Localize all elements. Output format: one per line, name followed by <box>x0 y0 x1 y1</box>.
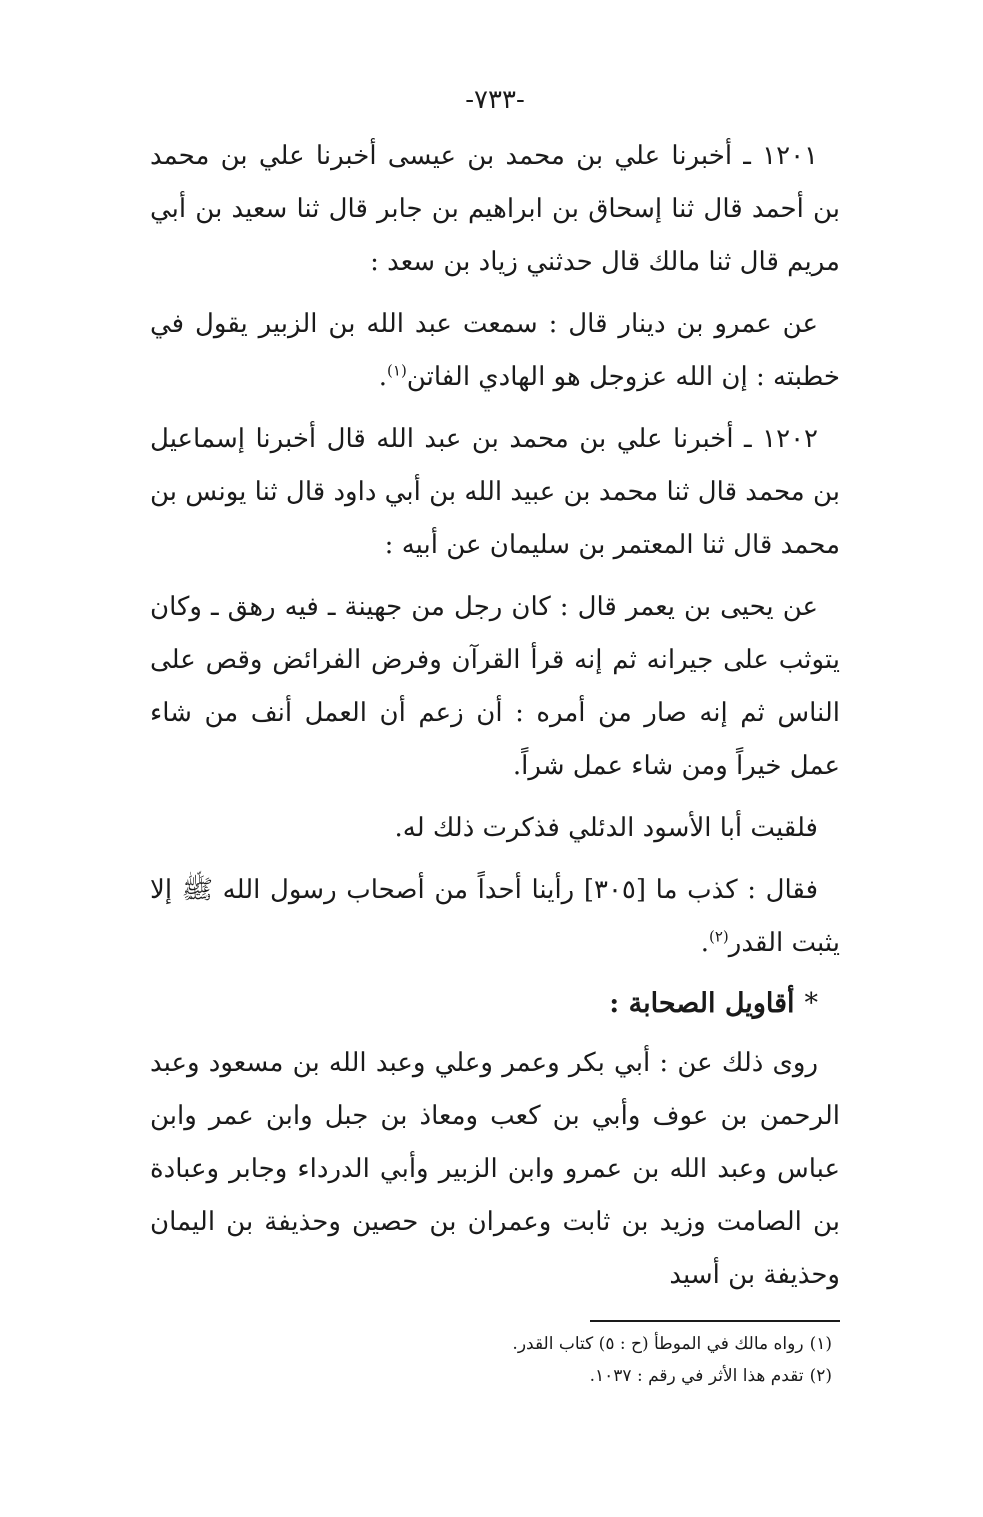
paragraph-text: فلقيت أبا الأسود الدئلي فذكرت ذلك له. <box>394 813 818 843</box>
paragraph-1201 <box>150 130 840 289</box>
footnote-number: (١) <box>809 1334 832 1354</box>
footnote-text: رواه مالك في الموطأ (ح : ٥) كتاب القدر. <box>512 1334 804 1354</box>
footnote-2 <box>150 1360 840 1392</box>
paragraph-qadar <box>150 864 840 970</box>
footnote-divider <box>590 1320 840 1322</box>
paragraph-1201-matn <box>150 298 840 404</box>
footnote-number: (٢) <box>809 1366 832 1386</box>
paragraph-companions <box>150 1037 840 1302</box>
page-content <box>150 80 840 1392</box>
paragraph-text: عن يحيى بن يعمر قال : كان رجل من جهينة ـ فيه رهق ـ وكان يتوثب على جيرانه ثم إنه قرأ القرآن وفرض الفرائض وقص على الناس ثم إنه صار من أمره : أن زعم أن العمل أنف من شاء عمل خيراً ومن شاء عمل شراً. <box>150 592 840 781</box>
footnote-ref-2[interactable]: (٢) <box>708 927 729 946</box>
paragraph-1202 <box>150 413 840 572</box>
page-number: -٧٣٣- <box>465 85 525 115</box>
sentence-end: . <box>700 928 709 958</box>
star-icon: * <box>804 988 818 1019</box>
footnote-ref-1[interactable]: (١) <box>387 361 407 380</box>
paragraph-abu-al-aswad <box>150 802 840 855</box>
paragraph-text: عن عمرو بن دينار قال : سمعت عبد الله بن الزبير يقول في خطبته : إن الله عزوجل هو الهادي الفاتن <box>150 309 840 392</box>
section-heading <box>150 979 840 1029</box>
paragraph-text: ١٢٠١ ـ أخبرنا علي بن محمد بن عيسى أخبرنا علي بن محمد بن أحمد قال ثنا إسحاق بن ابراهيم بن جابر قال ثنا سعيد بن أبي مريم قال ثنا مالك قال حدثني زياد بن سعد : <box>150 141 840 277</box>
section-heading-text: أقاويل الصحابة : <box>609 988 795 1019</box>
sentence-end: . <box>378 362 388 392</box>
paragraph-text: روى ذلك عن : أبي بكر وعمر وعلي وعبد الله بن مسعود وعبد الرحمن بن عوف وأبي بن كعب ومعاذ بن جبل وابن عمر وابن عباس وعبد الله بن عمرو وابن الزبير وأبي الدرداء وجابر وعبادة بن الصامت وزيد بن ثابت وعمران بن حصين وحذيفة بن اليمان وحذيفة بن أسيد <box>150 1048 840 1290</box>
paragraph-1202-matn <box>150 581 840 793</box>
footnote-text: تقدم هذا الأثر في رقم : ١٠٣٧. <box>589 1366 804 1386</box>
footnote-1 <box>150 1328 840 1360</box>
paragraph-text: ١٢٠٢ ـ أخبرنا علي بن محمد بن عبد الله قال أخبرنا إسماعيل بن محمد قال ثنا محمد بن عبيد الله بن أبي داود قال ثنا يونس بن محمد قال ثنا المعتمر بن سليمان عن أبيه : <box>150 424 840 560</box>
paragraph-text: فقال : كذب ما [٣٠٥] رأينا أحداً من أصحاب رسول الله ﷺ إلا يثبت القدر <box>150 875 840 958</box>
